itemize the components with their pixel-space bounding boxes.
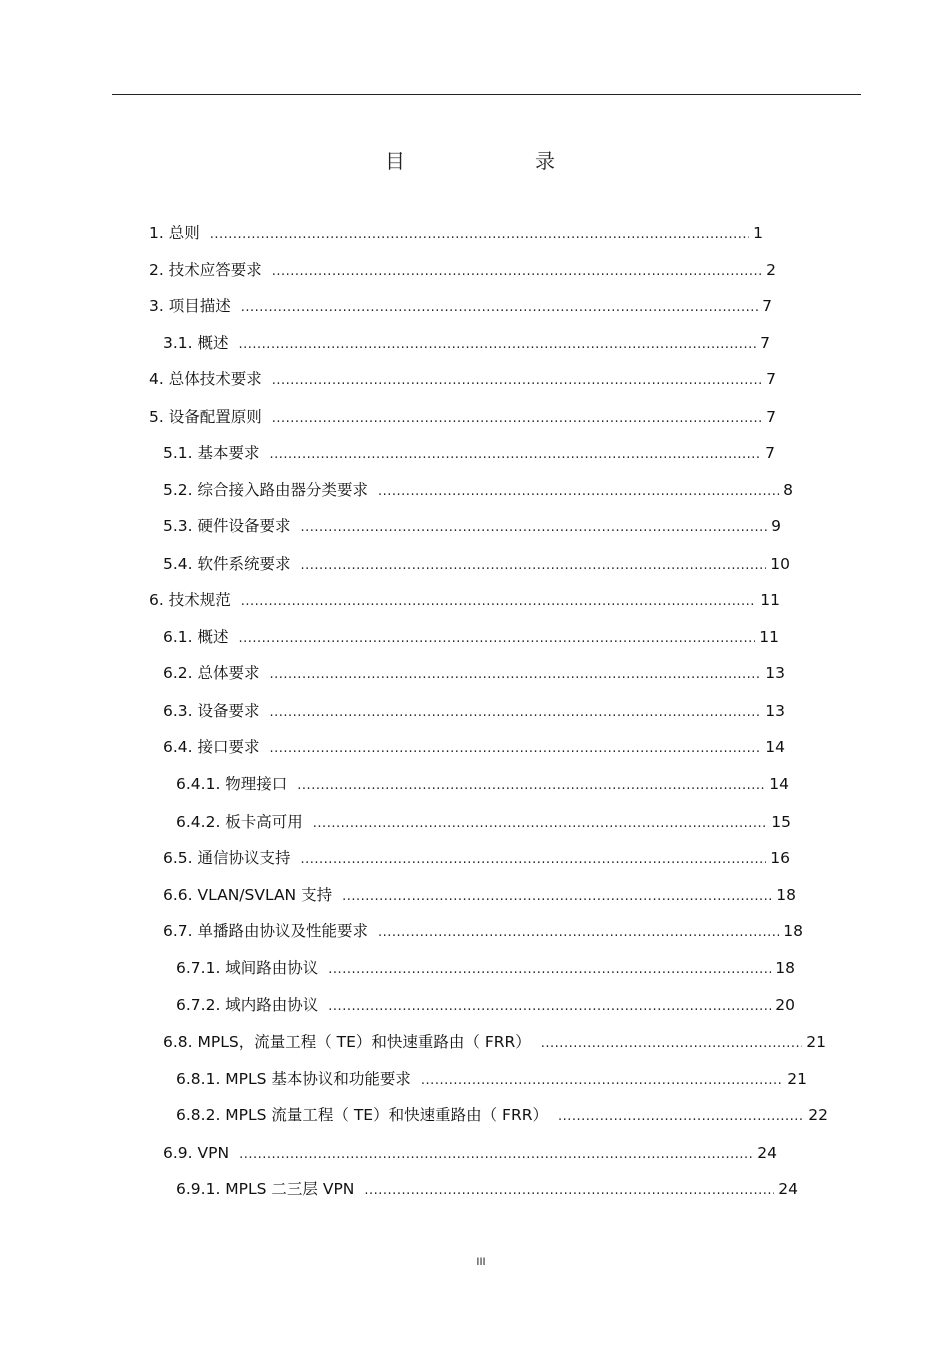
toc-entry-label: 6.2. 总体要求: [163, 664, 260, 682]
toc-leader: [239, 1144, 753, 1164]
toc-entry[interactable]: [163, 626, 779, 648]
toc-entry-page: 7: [766, 408, 776, 426]
toc-entry[interactable]: [149, 222, 763, 244]
toc-entry-label: 2. 技术应答要求: [149, 261, 262, 279]
toc-entry[interactable]: [176, 1178, 798, 1200]
toc-entry-page: 11: [759, 628, 779, 646]
toc-entry[interactable]: [163, 442, 775, 464]
toc-entry[interactable]: [163, 884, 796, 906]
header-rule: [112, 94, 861, 95]
page-number: III: [476, 1256, 486, 1268]
toc-entry-page: 18: [783, 922, 803, 940]
toc-leader: [239, 628, 756, 648]
toc-entry-label: 6.7.2. 域内路由协议: [176, 996, 319, 1014]
toc-entry-page: 24: [757, 1144, 777, 1162]
toc-entry-label: 3.1. 概述: [163, 334, 229, 352]
toc-leader: [328, 959, 771, 979]
toc-entry-label: 5.3. 硬件设备要求: [163, 517, 291, 535]
toc-entry-label: 5.2. 综合接入路由器分类要求: [163, 481, 369, 499]
toc-entry-label: 6.8. MPLS，流量工程（ TE）和快速重路由（ FRR）: [163, 1033, 531, 1051]
toc-entry[interactable]: [163, 847, 790, 869]
toc-entry[interactable]: [176, 1104, 828, 1126]
toc-leader: [313, 813, 767, 833]
toc-entry-page: 7: [760, 334, 770, 352]
toc-entry[interactable]: [149, 406, 776, 428]
toc-entry-label: 5.1. 基本要求: [163, 444, 260, 462]
toc-leader: [541, 1033, 802, 1053]
toc-entry-label: 6.3. 设备要求: [163, 702, 260, 720]
toc-entry-page: 1: [753, 224, 763, 242]
toc-leader: [270, 444, 762, 464]
toc-entry-page: 9: [771, 517, 781, 535]
toc-entry[interactable]: [176, 994, 795, 1016]
toc-entry-label: 4. 总体技术要求: [149, 370, 262, 388]
toc-entry-label: 5.4. 软件系统要求: [163, 555, 291, 573]
toc-leader: [342, 886, 772, 906]
toc-entry-label: 6. 技术规范: [149, 591, 231, 609]
toc-entry[interactable]: [163, 700, 785, 722]
toc-entry-label: 6.4.1. 物理接口: [176, 775, 288, 793]
toc-entry-page: 14: [769, 775, 789, 793]
toc-entry-page: 7: [765, 444, 775, 462]
toc-leader: [272, 370, 762, 390]
toc-leader: [272, 261, 762, 281]
toc-entry[interactable]: [149, 295, 772, 317]
toc-leader: [301, 555, 767, 575]
toc-entry-page: 18: [776, 886, 796, 904]
toc-entry-page: 14: [765, 738, 785, 756]
toc-leader: [301, 517, 768, 537]
toc-entry[interactable]: [149, 368, 776, 390]
toc-entry-page: 2: [766, 261, 776, 279]
toc-entry-label: 6.6. VLAN/SVLAN 支持: [163, 886, 333, 904]
toc-entry-page: 11: [760, 591, 780, 609]
toc-leader: [297, 775, 765, 795]
toc-entry-label: 6.5. 通信协议支持: [163, 849, 291, 867]
toc-entry[interactable]: [163, 1142, 777, 1164]
toc-entry-label: 1. 总则: [149, 224, 200, 242]
toc-entry-label: 6.8.1. MPLS 基本协议和功能要求: [176, 1070, 411, 1088]
toc-entry[interactable]: [163, 662, 785, 684]
toc-leader: [378, 481, 779, 501]
toc-entry-label: 6.4.2. 板卡高可用: [176, 813, 303, 831]
toc-leader: [378, 922, 779, 942]
toc-entry[interactable]: [163, 553, 790, 575]
toc-entry-page: 18: [775, 959, 795, 977]
toc-leader: [558, 1106, 804, 1126]
toc-entry-page: 13: [765, 702, 785, 720]
toc-entry-page: 21: [806, 1033, 826, 1051]
toc-entry-label: 6.7. 单播路由协议及性能要求: [163, 922, 369, 940]
toc-entry-page: 10: [770, 555, 790, 573]
toc-entry-page: 7: [762, 297, 772, 315]
toc-entry[interactable]: [176, 1068, 807, 1090]
toc-leader: [270, 738, 762, 758]
toc-leader: [239, 334, 757, 354]
toc-leader: [301, 849, 767, 869]
toc-entry-page: 24: [778, 1180, 798, 1198]
toc-leader: [270, 664, 762, 684]
toc-entry-page: 22: [808, 1106, 828, 1124]
toc-entry-label: 5. 设备配置原则: [149, 408, 262, 426]
toc-entry[interactable]: [163, 332, 770, 354]
toc-leader: [210, 224, 749, 244]
toc-leader: [241, 591, 757, 611]
toc-entry-page: 20: [775, 996, 795, 1014]
toc-leader: [364, 1180, 774, 1200]
toc-entry-label: 6.9. VPN: [163, 1144, 230, 1162]
toc-leader: [272, 408, 762, 428]
toc-leader: [241, 297, 758, 317]
toc-entry[interactable]: [149, 589, 780, 611]
toc-entry-label: 6.4. 接口要求: [163, 738, 260, 756]
toc-title: 目 录: [385, 149, 585, 173]
toc-entry[interactable]: [163, 515, 781, 537]
toc-entry-label: 6.8.2. MPLS 流量工程（ TE）和快速重路由（ FRR）: [176, 1106, 548, 1124]
toc-entry-page: 16: [770, 849, 790, 867]
toc-entry-label: 6.9.1. MPLS 二三层 VPN: [176, 1180, 355, 1198]
toc-entry-page: 8: [783, 481, 793, 499]
toc-entry[interactable]: [176, 957, 795, 979]
toc-leader: [328, 996, 771, 1016]
toc-entry[interactable]: [149, 259, 776, 281]
toc-leader: [270, 702, 762, 722]
toc-entry[interactable]: [163, 1031, 826, 1053]
toc-entry-label: 6.1. 概述: [163, 628, 229, 646]
toc-entry[interactable]: [176, 811, 791, 833]
toc-entry[interactable]: [163, 736, 785, 758]
toc-entry[interactable]: [163, 920, 803, 942]
toc-entry-page: 21: [787, 1070, 807, 1088]
toc-entry[interactable]: [176, 773, 789, 795]
toc-entry-label: 3. 项目描述: [149, 297, 231, 315]
toc-entry-page: 13: [765, 664, 785, 682]
toc-entry-page: 15: [771, 813, 791, 831]
toc-entry-label: 6.7.1. 域间路由协议: [176, 959, 319, 977]
toc-entry[interactable]: [163, 479, 793, 501]
toc-entry-page: 7: [766, 370, 776, 388]
toc-leader: [421, 1070, 783, 1090]
